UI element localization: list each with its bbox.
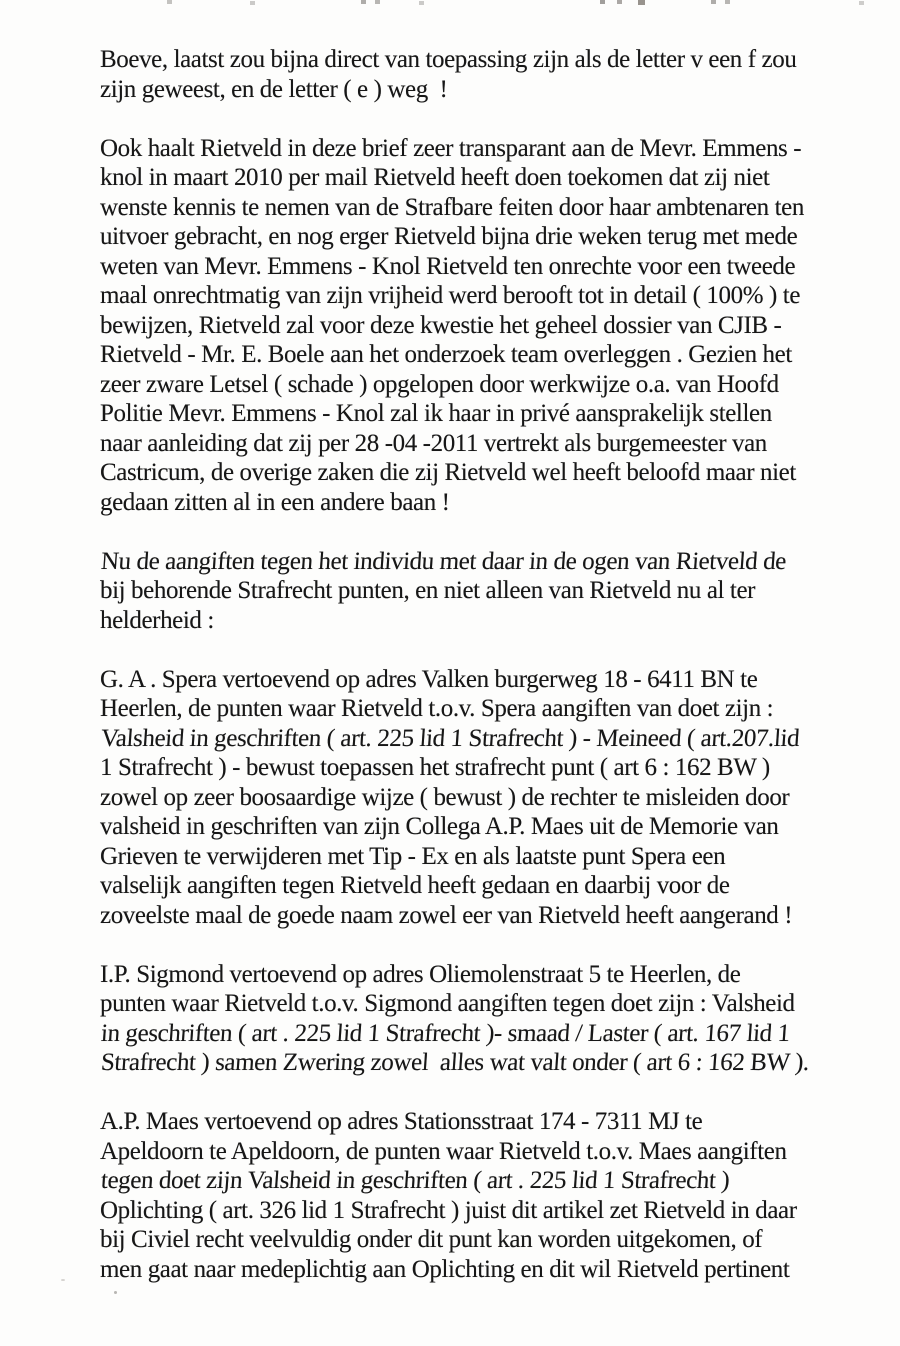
- text-line: bij behorende Strafrecht punten, en niet alleen van Rietveld nu al ter: [100, 577, 756, 604]
- text-line: Grieven te verwijderen met Tip - Ex en als laatste punt Spera een: [100, 842, 726, 870]
- text-line: knol in maart 2010 per mail Rietveld heeft doen toekomen dat zij niet: [100, 164, 770, 191]
- text-line: in geschriften ( art . 225 lid 1 Strafrecht )- smaad / Laster ( art. 167 lid 1: [100, 1019, 791, 1047]
- text-line: helderheid :: [100, 606, 214, 634]
- text-line: 1 Strafrecht ) - bewust toepassen het strafrecht punt ( art 6 : 162 BW ): [100, 754, 770, 781]
- text-line: Nu de aangiften tegen het individu met daar in de ogen van Rietveld de: [100, 547, 787, 575]
- text-line: gedaan zitten al in een andere baan !: [100, 488, 450, 516]
- text-line: Politie Mevr. Emmens - Knol zal ik haar in privé aansprakelijk stellen: [100, 400, 772, 427]
- text-line: Boeve, laatst zou bijna direct van toepassing zijn als de letter v een f zou: [100, 46, 797, 73]
- scan-speck: [114, 1291, 117, 1294]
- text-line: Valsheid in geschriften ( art. 225 lid 1 Strafrecht ) - Meineed ( art.207.lid: [100, 724, 801, 752]
- text-line: Oplichting ( art. 326 lid 1 Strafrecht ) juist dit artikel zet Rietveld in daar: [100, 1196, 797, 1224]
- paragraph: [100, 45, 845, 104]
- paragraph: [100, 960, 845, 1078]
- text-line: Strafrecht ) samen Zwering zowel alles wat valt onder ( art 6 : 162 BW ).: [100, 1049, 810, 1076]
- text-line: zeer zware Letsel ( schade ) opgelopen door werkwijze o.a. van Hoofd: [100, 370, 779, 398]
- text-line: uitvoer gebracht, en nog erger Rietveld bijna drie weken terug met mede: [100, 223, 798, 250]
- paragraph: [100, 547, 845, 636]
- text-line: men gaat naar medeplichtig aan Oplichting en dit wil Rietveld pertinent: [100, 1255, 790, 1283]
- text-line: bewijzen, Rietveld zal voor deze kwestie het geheel dossier van CJIB -: [100, 311, 782, 339]
- text-line: Ook haalt Rietveld in deze brief zeer transparant aan de Mevr. Emmens -: [100, 134, 802, 162]
- scan-cutoff-text-artifacts: [0, 1, 3, 3]
- text-line: Castricum, de overige zaken die zij Rietveld wel heeft beloofd maar niet: [100, 459, 796, 486]
- text-line: bij Civiel recht veelvuldig onder dit punt kan worden uitgekomen, of: [100, 1226, 763, 1253]
- text-line: Apeldoorn te Apeldoorn, de punten waar Rietveld t.o.v. Maes aangiften: [100, 1137, 787, 1165]
- paragraph: [100, 665, 845, 931]
- text-block: [100, 45, 845, 1284]
- text-line: Rietveld - Mr. E. Boele aan het onderzoek team overleggen . Gezien het: [100, 341, 792, 368]
- text-line: valselijk aangiften tegen Rietveld heeft gedaan en daarbij voor de: [100, 872, 730, 899]
- text-line: zowel op zeer boosaardige wijze ( bewust ) de rechter te misleiden door: [100, 783, 790, 811]
- text-line: tegen doet zijn Valsheid in geschriften ( art . 225 lid 1 Strafrecht ): [100, 1167, 731, 1194]
- paragraph: [100, 1107, 845, 1284]
- text-line: zijn geweest, en de letter ( e ) weg !: [100, 75, 448, 103]
- text-line: naar aanleiding dat zij per 28 -04 -2011 vertrekt als burgemeester van: [100, 429, 767, 457]
- text-line: weten van Mevr. Emmens - Knol Rietveld ten onrechte voor een tweede: [100, 252, 796, 280]
- text-line: wenste kennis te nemen van de Strafbare feiten door haar ambtenaren ten: [100, 193, 804, 221]
- text-line: punten waar Rietveld t.o.v. Sigmond aangiften tegen doet zijn : Valsheid: [100, 990, 795, 1017]
- paragraph: [100, 134, 845, 518]
- text-line: A.P. Maes vertoevend op adres Stationsstraat 174 - 7311 MJ te: [100, 1108, 703, 1135]
- text-line: valsheid in geschriften van zijn Collega A.P. Maes uit de Memorie van: [100, 813, 779, 840]
- text-line: zoveelste maal de goede naam zowel eer van Rietveld heeft aangerand !: [100, 901, 793, 929]
- text-line: maal onrechtmatig van zijn vrijheid werd berooft tot in detail ( 100% ) te: [100, 282, 801, 309]
- text-line: G. A . Spera vertoevend op adres Valken burgerweg 18 - 6411 BN te: [100, 665, 758, 693]
- text-line: I.P. Sigmond vertoevend op adres Oliemolenstraat 5 te Heerlen, de: [100, 960, 741, 988]
- text-line: Heerlen, de punten waar Rietveld t.o.v. Spera aangiften van doet zijn :: [100, 695, 774, 722]
- scan-speck: [61, 1279, 65, 1281]
